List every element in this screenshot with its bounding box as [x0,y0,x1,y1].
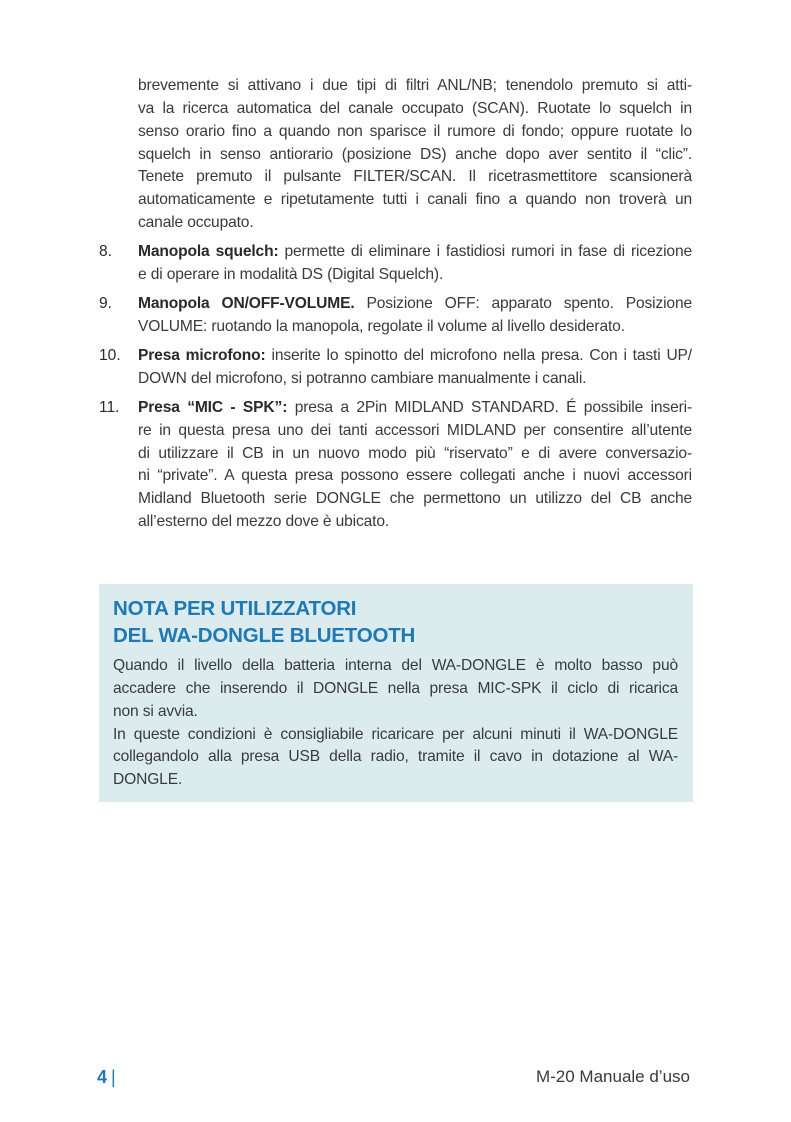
item-line: re in questa presa uno dei tanti accessori MIDLAND per consentire all’utente [138,422,692,439]
intro-line: brevemente si attivano i due tipi di filtri ANL/NB; tenendolo premuto si atti- [138,77,692,94]
item-number: 9. [99,295,113,312]
intro-line: automaticamente e ripetutamente tutti i canali fino a quando non troverà un [138,191,692,208]
item-number: 10. [99,347,121,364]
item-title: Manopola squelch: [138,243,279,260]
item-text: Posizione OFF: apparato spento. Posizione [354,295,692,312]
manual-title: M-20 Manuale d’uso [535,1067,690,1086]
item-first-line [138,293,692,315]
intro-line: canale occupato. [138,214,254,231]
item-line: e di operare in modalità DS (Digital Squelch). [138,266,444,283]
item-first-line [138,397,692,419]
note-text-line: collegandolo alla presa USB della radio, tramite il cavo in dotazione al WA- [113,748,678,765]
item-first-line [138,345,692,367]
item-text: permette di eliminare i fastidiosi rumori in fase di ricezione [278,243,692,260]
intro-line: squelch in senso antiorario (posizione DS) anche dopo aver sentito il “clic”. [138,146,692,163]
note-text-line: In queste condizioni è consigliabile ricaricare per alcuni minuti il WA-DONGLE [113,726,678,743]
item-line: Midland Bluetooth serie DONGLE che permettono un utilizzo del CB anche [138,490,692,507]
item-number: 11. [99,399,120,416]
item-text: inserite lo spinotto del microfono nella presa. Con i tasti UP/ [265,347,692,364]
note-text-line: accadere che inserendo il DONGLE nella presa MIC-SPK il ciclo di ricarica [113,680,678,697]
item-line: DOWN del microfono, si potranno cambiare manualmente i canali. [138,370,587,387]
intro-line: senso orario fino a quando non sparisce il rumore di fondo; oppure ruotate lo [138,123,692,140]
intro-line: va la ricerca automatica del canale occupato (SCAN). Ruotate lo squelch in [138,100,692,117]
note-text-line: non si avvia. [113,703,198,720]
item-line: ni “private”. A questa presa possono essere collegati anche i nuovi accessori [138,467,692,484]
page-footer-left [97,1065,116,1089]
item-title: Manopola ON/OFF-VOLUME. [138,295,355,312]
note-text-line: DONGLE. [113,771,183,788]
note-title: NOTA PER UTILIZZATORI [113,597,357,620]
item-title: Presa microfono: [138,347,266,364]
note-text-line: Quando il livello della batteria interna del WA-DONGLE è molto basso può [113,657,678,674]
item-text: presa a 2Pin MIDLAND STANDARD. É possibile inseri- [287,399,692,416]
item-line: di utilizzare il CB in un nuovo modo più “riservato” e di avere conversazio- [138,445,692,462]
page-separator: | [111,1067,116,1087]
item-line: VOLUME: ruotando la manopola, regolate il volume al livello desiderato. [138,318,625,335]
item-line: all’esterno del mezzo dove è ubicato. [138,513,390,530]
item-first-line [138,241,692,263]
note-title: DEL WA-DONGLE BLUETOOTH [113,624,416,647]
intro-line: Tenete premuto il pulsante FILTER/SCAN. Il ricetrasmettitore scansionerà [138,168,692,185]
item-number: 8. [99,243,113,260]
item-title: Presa “MIC - SPK”: [138,399,288,416]
page-number: 4 [97,1067,108,1087]
